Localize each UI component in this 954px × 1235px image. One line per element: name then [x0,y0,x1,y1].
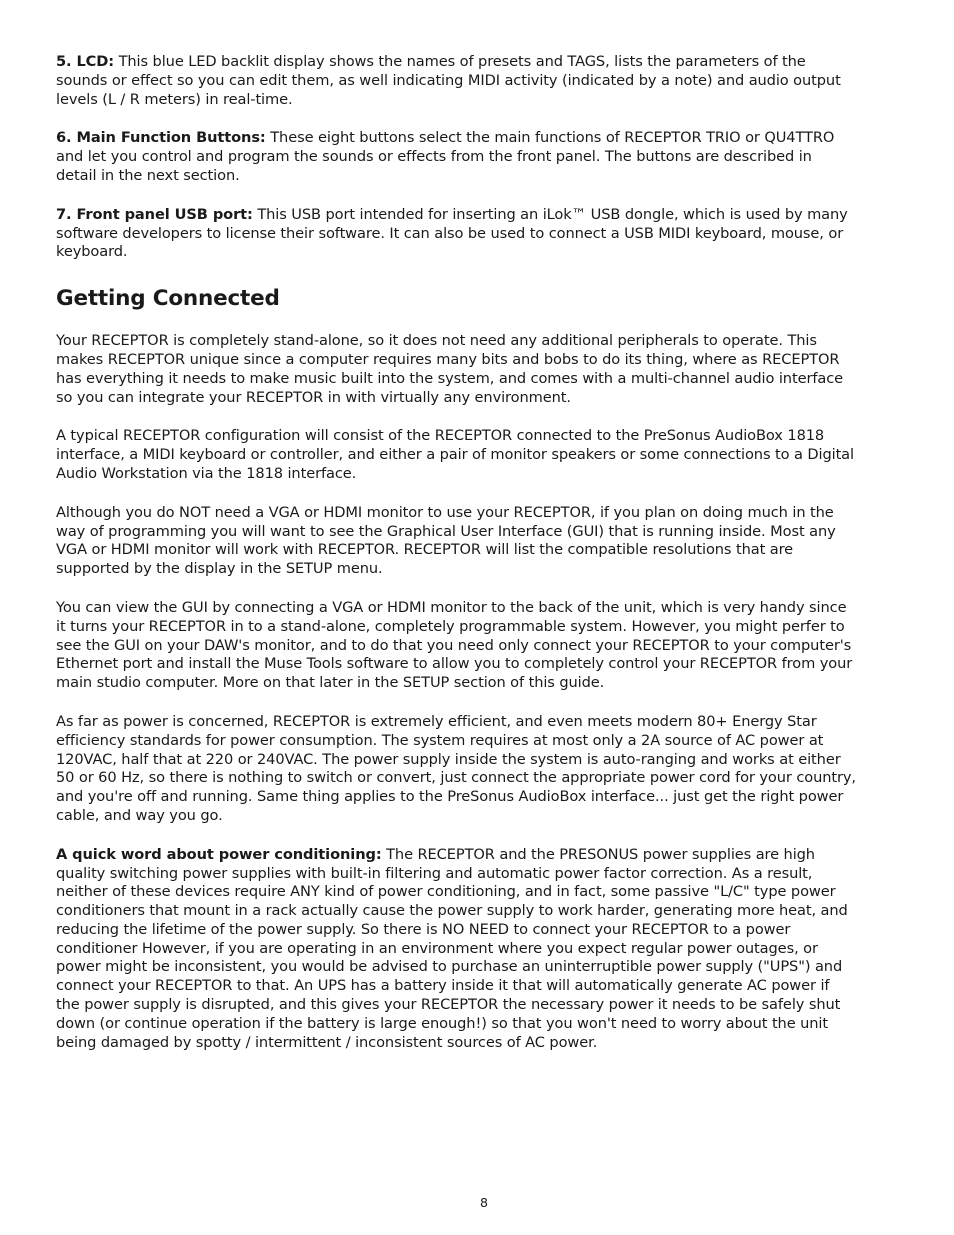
section-heading: Getting Connected [56,286,280,312]
item-text: This USB port intended for inserting an iLok™ USB dongle, which is used by many software developers to license their software. It can also be used to connect a USB MIDI keyboard, mouse, or keyboard. [56,205,848,261]
item-front-panel-usb [56,206,856,262]
note-text: The RECEPTOR and the PRESONUS power supplies are high quality switching power supplies with built-in filtering and automatic power factor correction. As a result, neither of these devices require ANY kind of power conditioning, and in fact, some passive "L/C" type power conditioners that mount in a rack actually cause the power supply to work harder, generating more heat, and reducing the lifetime of the power supply. So there is NO NEED to connect your RECEPTOR to a power conditioner However, if you are operating in an environment where you expect regular power outages, or power might be inconsistent, you would be advised to purchase an uninterruptible power supply ("UPS") and connect your RECEPTOR to that. An UPS has a battery inside it that will automatically generate AC power if the power supply is disrupted, and this gives your RECEPTOR the necessary power it needs to be safely shut down (or continue operation if the battery is large enough!) so that you won't need to worry about the unit being damaged by spotty / intermittent / inconsistent sources of AC power. [56,845,848,1051]
note-label: A quick word about power conditioning: [56,845,382,863]
item-label: 6. Main Function Buttons: [56,129,266,147]
item-lcd [56,53,856,109]
paragraph: Although you do NOT need a VGA or HDMI monitor to use your RECEPTOR, if you plan on doing much in the way of programming you will want to see the Graphical User Interface (GUI) that is running inside. Most any VGA or HDMI monitor will work with RECEPTOR. RECEPTOR will list the compatible resolutions that are supported by the display in the SETUP menu. [56,503,836,578]
item-text: This blue LED backlit display shows the names of presets and TAGS, lists the parameters of the sounds or effect so you can edit them, as well indicating MIDI activity (indicated by a note) and audio output levels (L / R meters) in real-time. [56,53,841,108]
paragraph: A typical RECEPTOR configuration will consist of the RECEPTOR connected to the PreSonus AudioBox 1818 interface, a MIDI keyboard or controller, and either a pair of monitor speakers or some connections to a Digital Audio Workstation via the 1818 interface. [56,427,854,482]
paragraph: You can view the GUI by connecting a VGA or HDMI monitor to the back of the unit, which is very handy since it turns your RECEPTOR in to a stand-alone, completely programmable system. However, you might perfer to see the GUI on your DAW's monitor, and to do that you need only connect your RECEPTOR to your computer's Ethernet port and install the Muse Tools software to allow you to completely control your RECEPTOR from your main studio computer. More on that later in the SETUP section of this guide. [56,598,853,692]
item-main-function-buttons [56,129,856,185]
paragraph: Your RECEPTOR is completely stand-alone, so it does not need any additional peripherals to operate. This makes RECEPTOR unique since a computer requires many bits and bobs to do its thing, where as RECEPTOR has everything it needs to make music built into the system, and comes with a multi-channel audio interface so you can integrate your RECEPTOR in with virtually any environment. [56,332,844,406]
item-label: 7. Front panel USB port: [56,205,253,223]
power-conditioning-note [56,846,856,1053]
page-number: 8 [480,1195,488,1210]
item-text: These eight buttons select the main functions of RECEPTOR TRIO or QU4TTRO and let you control and program the sounds or effects from the front panel. The buttons are described in detail in the next section. [56,129,835,184]
page-content [56,53,856,1052]
paragraph: As far as power is concerned, RECEPTOR is extremely efficient, and even meets modern 80+ Energy Star efficiency standards for power consumption. The system requires at most only a 2A source of AC power at 120VAC, half that at 220 or 240VAC. The power supply inside the system is auto-ranging and works at either 50 or 60 Hz, so there is nothing to switch or convert, just connect the appropriate power cord for your country, and you're off and running. Same thing applies to the PreSonus AudioBox interface... just get the right power cable, and way you go. [56,712,856,824]
item-label: 5. LCD: [56,53,115,70]
